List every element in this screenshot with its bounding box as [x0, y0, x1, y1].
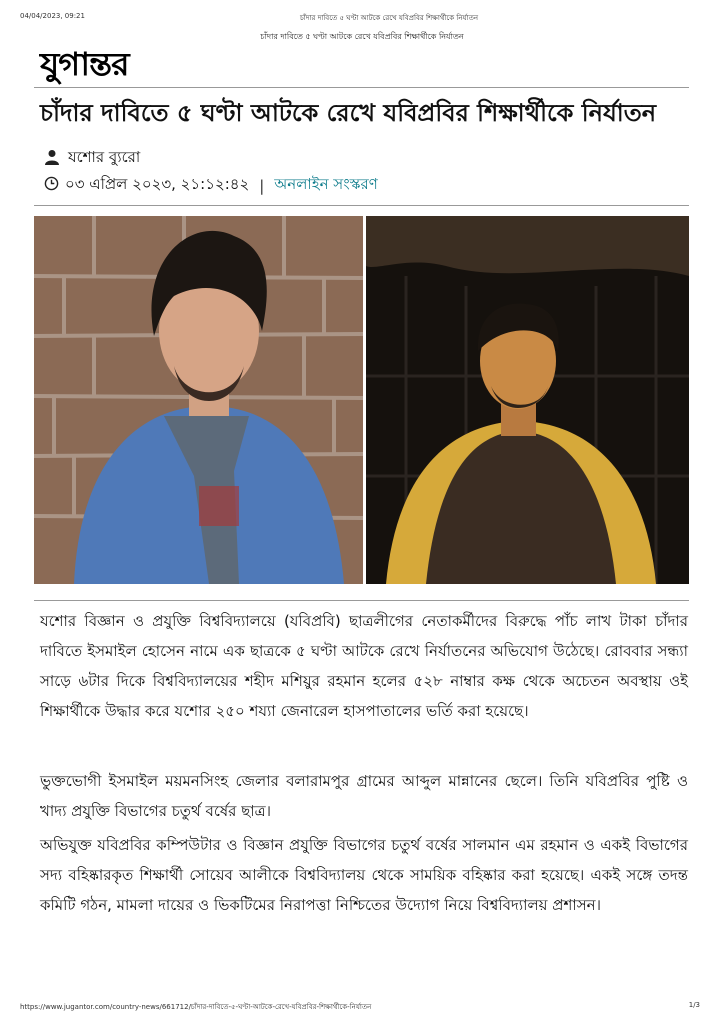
user-icon — [44, 149, 60, 169]
article-headline: চাঁদার দাবিতে ৫ ঘণ্টা আটকে রেখে যবিপ্রবির শিক্ষার্থীকে নির্যাতন — [40, 99, 657, 127]
meta-divider — [34, 205, 689, 206]
subhead: চাঁদার দাবিতে ৫ ঘণ্টা আটকে রেখে যবিপ্রবির শিক্ষার্থীকে নির্যাতন — [260, 32, 464, 41]
article-paragraph-3: অভিযুক্ত যবিপ্রবির কম্পিউটার ও বিজ্ঞান প্রযুক্তি বিভাগের চতুর্থ বর্ষের সালমান এম রহমান ও একই বিভাগের সদ্য বহিষ্কারকৃত শিক্ষার্থী সোয়েব আলীকে বিশ্ববিদ্যালয় থেকে সাময়িক বহিষ্কার করা হয়েছে। একই সঙ্গে তদন্ত কমিটি গঠন, মামলা দায়ের ও ভিকটিমের নিরাপত্তা নিশ্চিতের উদ্যোগ নিয়ে বিশ্ববিদ্যালয় প্রশাসন। — [40, 836, 688, 914]
meta-separator: | — [259, 176, 265, 195]
print-header-title: চাঁদার দাবিতে ৫ ঘণ্টা আটকে রেখে যবিপ্রবির শিক্ষার্থীকে নির্যাতন — [300, 14, 479, 22]
meta-row — [44, 173, 378, 198]
photo-accused — [366, 216, 689, 584]
header-divider — [34, 87, 689, 88]
photo-divider — [34, 600, 689, 601]
clock-icon — [44, 176, 59, 195]
article-paragraph-2: ভুক্তভোগী ইসমাইল ময়মনসিংহ জেলার বলারামপুর গ্রামের আব্দুল মান্নানের ছেলে। তিনি যবিপ্রবির পুষ্টি ও খাদ্য প্রযুক্তি বিভাগের চতুর্থ বর্ষের ছাত্র। — [40, 772, 688, 820]
edition-link[interactable]: অনলাইন সংস্করণ — [274, 175, 378, 193]
footer-url[interactable]: https://www.jugantor.com/country-news/661712/চাঁদার-দাবিতে-৫-ঘণ্টা-আটকে-রেখে-যবিপ্রবির-শিক্ষার্থীকে-নির্যাতন — [20, 1003, 372, 1011]
author-row — [44, 146, 140, 171]
author-name[interactable]: যশোর ব্যুরো — [68, 148, 141, 166]
article-paragraph-1: যশোর বিজ্ঞান ও প্রযুক্তি বিশ্ববিদ্যালয়ে (যবিপ্রবি) ছাত্রলীগের নেতাকর্মীদের বিরুদ্ধে পাঁচ লাখ টাকা চাঁদার দাবিতে ইসমাইল হোসেন নামে এক ছাত্রকে ৫ ঘণ্টা আটকে রেখে নির্যাতনের অভিযোগ উঠেছে। রোববার সন্ধ্যা সাড়ে ৬টার দিকে বিশ্ববিদ্যালয়ের শহীদ মশিয়ুর রহমান হলের ৫২৮ নাম্বার কক্ষ থেকে অচেতন অবস্থায় ওই শিক্ষার্থীকে উদ্ধার করে যশোর ২৫০ শয্যা জেনারেল হাসপাতালের ভর্তি করা হয়েছে। — [40, 612, 688, 720]
photo-victim — [34, 216, 363, 584]
print-date: 04/04/2023, 09:21 — [20, 12, 85, 20]
site-logo[interactable]: যুগান্তর — [40, 45, 129, 83]
publish-datetime: ০৩ এপ্রিল ২০২৩, ২১:১২:৪২ — [65, 175, 250, 193]
page-number: 1/3 — [688, 1001, 700, 1009]
